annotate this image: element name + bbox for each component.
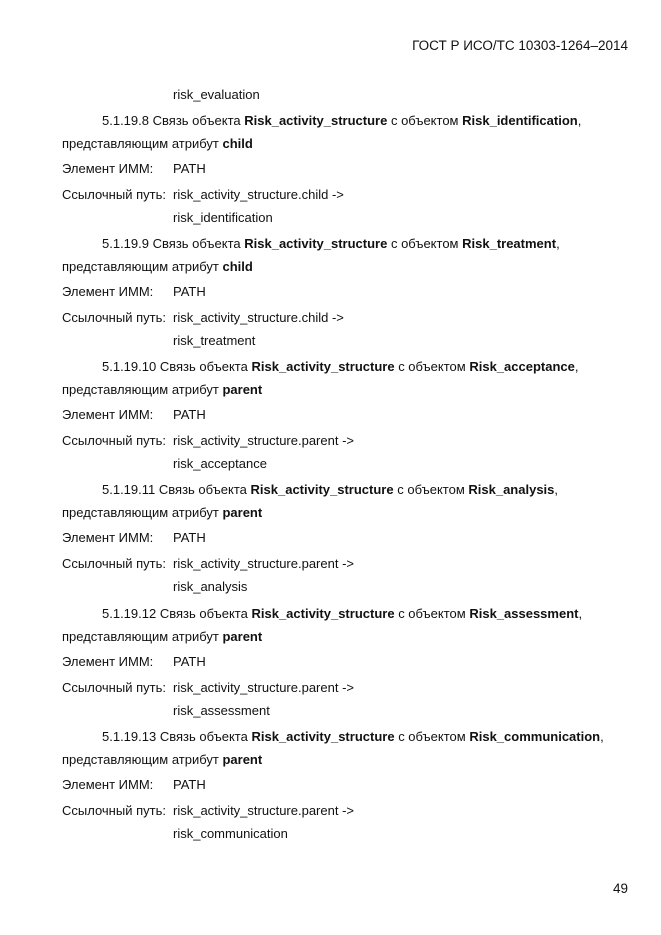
ref-path-line1: risk_activity_structure.child -> [173,187,344,202]
attribute-line [62,137,253,150]
element-label: Элемент ИММ: [62,407,154,422]
ref-path-label: Ссылочный путь: [62,680,166,695]
section-heading [102,114,581,127]
target-object-name: Risk_assessment [469,606,579,621]
with-object-text: с объектом [397,482,465,497]
attribute-line [62,753,262,766]
section-heading [102,483,558,496]
attribute-name: parent [222,382,263,397]
heading-comma: , [578,606,583,621]
heading-comma: , [577,113,582,128]
element-label: Элемент ИММ: [62,654,154,669]
attribute-name: parent [222,752,263,767]
ref-path-line1: risk_activity_structure.child -> [173,310,344,325]
attribute-name: parent [222,629,263,644]
representing-text: представляющим атрибут [62,136,219,151]
section-number: 5.1.19.11 [102,482,156,497]
attribute-line [62,260,253,273]
attribute-name: child [222,136,253,151]
continuation-line: risk_evaluation [173,87,260,102]
section-number: 5.1.19.9 [102,236,149,251]
section-number: 5.1.19.10 [102,359,157,374]
element-value: PATH [173,407,206,422]
ref-path-label: Ссылочный путь: [62,433,166,448]
element-value: PATH [173,284,206,299]
representing-text: представляющим атрибут [62,259,219,274]
element-value: PATH [173,654,206,669]
target-object-name: Risk_analysis [468,482,555,497]
target-object-name: Risk_acceptance [469,359,575,374]
heading-prefix: Связь объекта [159,729,248,744]
ref-path-label: Ссылочный путь: [62,803,166,818]
element-value: PATH [173,161,206,176]
heading-comma: , [600,729,604,744]
ref-path-line1: risk_activity_structure.parent -> [173,556,354,571]
heading-prefix: Связь объекта [158,482,247,497]
ref-path-line1: risk_activity_structure.parent -> [173,433,354,448]
attribute-line [62,630,262,643]
heading-prefix: Связь объекта [159,359,248,374]
attribute-line [62,506,262,519]
element-value: PATH [173,530,206,545]
section-heading [102,360,578,373]
attribute-line [62,383,262,396]
attribute-name: child [222,259,253,274]
representing-text: представляющим атрибут [62,752,219,767]
ref-path-line2: risk_communication [173,826,288,841]
element-label: Элемент ИММ: [62,161,154,176]
heading-prefix: Связь объекта [152,113,241,128]
representing-text: представляющим атрибут [62,505,219,520]
heading-comma: , [556,236,560,251]
heading-prefix: Связь объекта [159,606,248,621]
ref-path-line1: risk_activity_structure.parent -> [173,803,354,818]
section-heading [102,237,560,250]
page-number: 49 [612,881,628,896]
object-name: Risk_activity_structure [250,482,394,497]
target-object-name: Risk_communication [469,729,601,744]
with-object-text: с объектом [390,113,459,128]
section-number: 5.1.19.13 [102,729,157,744]
ref-path-line2: risk_assessment [173,703,270,718]
element-label: Элемент ИММ: [62,530,154,545]
object-name: Risk_activity_structure [244,113,388,128]
section-number: 5.1.19.12 [102,606,157,621]
section-heading [102,607,582,620]
ref-path-line2: risk_treatment [173,333,256,348]
ref-path-line2: risk_acceptance [173,456,267,471]
with-object-text: с объектом [398,359,466,374]
target-object-name: Risk_treatment [462,236,557,251]
object-name: Risk_activity_structure [251,359,395,374]
ref-path-line2: risk_identification [173,210,273,225]
representing-text: представляющим атрибут [62,629,219,644]
heading-comma: , [554,482,559,497]
ref-path-line2: risk_analysis [173,579,248,594]
element-label: Элемент ИММ: [62,777,154,792]
section-number: 5.1.19.8 [102,113,149,128]
element-label: Элемент ИММ: [62,284,154,299]
object-name: Risk_activity_structure [251,729,395,744]
attribute-name: parent [222,505,263,520]
object-name: Risk_activity_structure [251,606,395,621]
object-name: Risk_activity_structure [244,236,388,251]
page-header: ГОСТ Р ИСО/ТС 10303-1264–2014 [412,38,628,53]
heading-prefix: Связь объекта [152,236,241,251]
ref-path-label: Ссылочный путь: [62,187,166,202]
ref-path-line1: risk_activity_structure.parent -> [173,680,354,695]
target-object-name: Risk_identification [462,113,578,128]
representing-text: представляющим атрибут [62,382,219,397]
with-object-text: с объектом [398,729,466,744]
section-heading [102,730,604,743]
element-value: PATH [173,777,206,792]
ref-path-label: Ссылочный путь: [62,310,166,325]
heading-comma: , [574,359,579,374]
with-object-text: с объектом [390,236,459,251]
ref-path-label: Ссылочный путь: [62,556,166,571]
with-object-text: с объектом [398,606,466,621]
